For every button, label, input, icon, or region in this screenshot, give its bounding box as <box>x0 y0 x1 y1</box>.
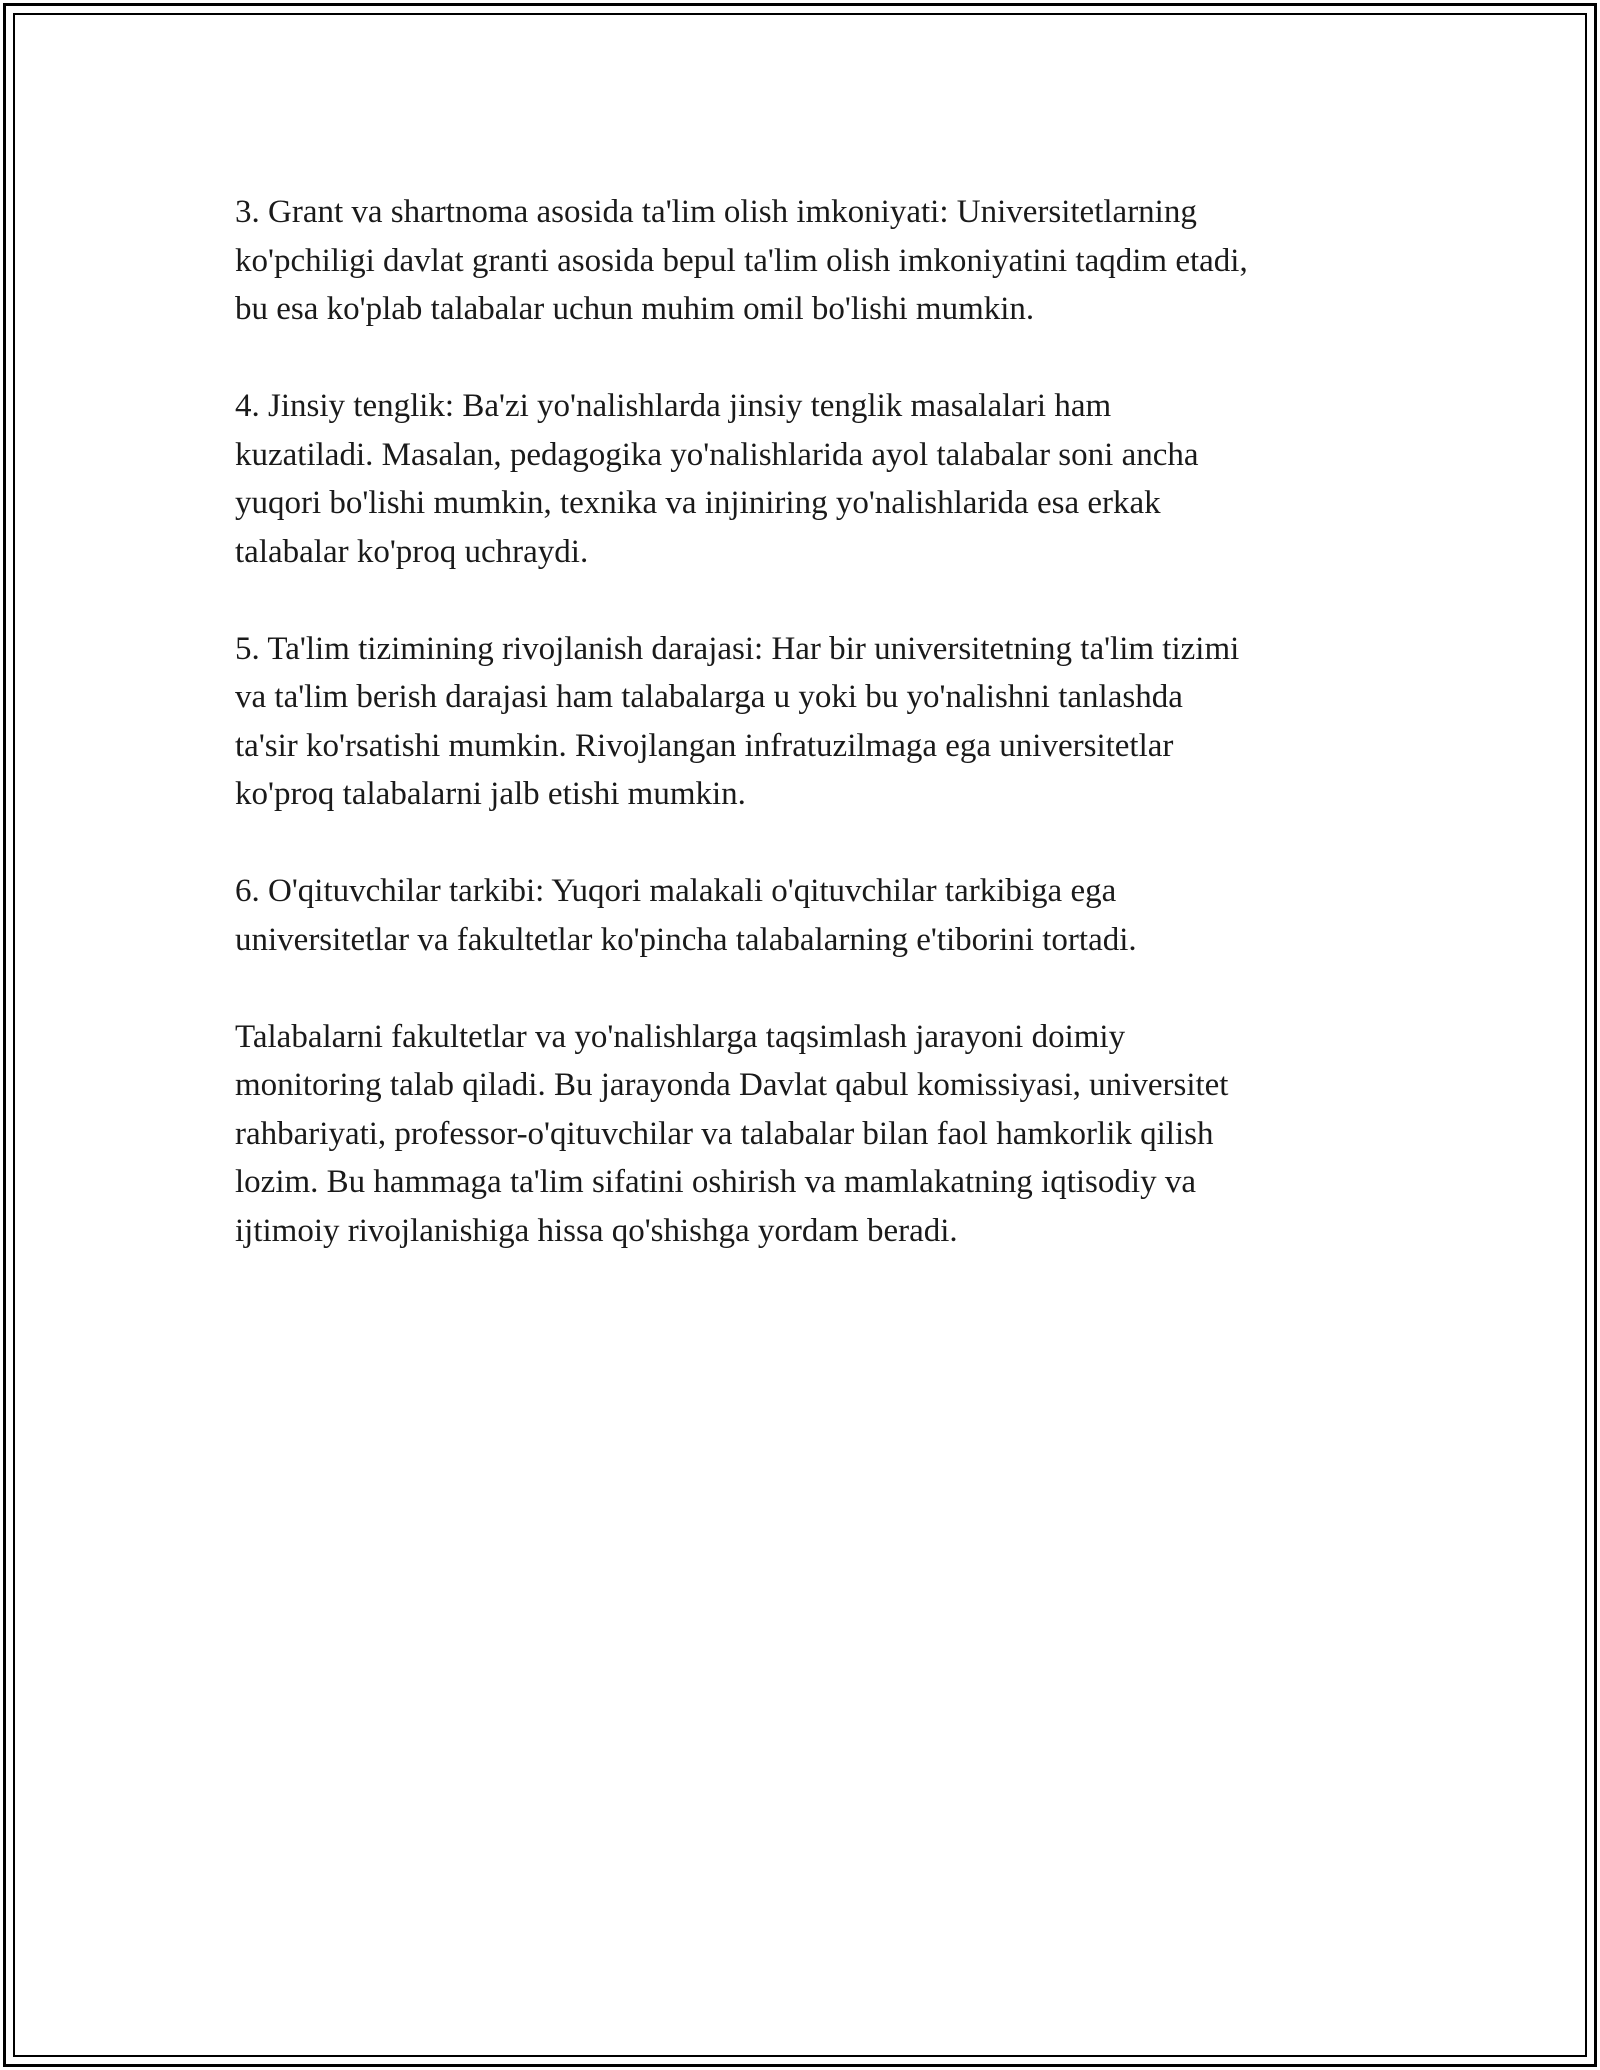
text-line: ijtimoiy rivojlanishiga hissa qo'shishga yordam beradi. <box>235 1212 958 1249</box>
text-line: kuzatiladi. Masalan, pedagogika yo'nalishlarida ayol talabalar soni ancha <box>235 436 1199 473</box>
text-line: bu esa ko'plab talabalar uchun muhim omil bo'lishi mumkin. <box>235 291 1035 327</box>
text-line: monitoring talab qiladi. Bu jarayonda Davlat qabul komissiyasi, universitet <box>235 1067 1229 1103</box>
text-line: 6. O'qituvchilar tarkibi: Yuqori malakali o'qituvchilar tarkibiga ega <box>235 873 1117 909</box>
text-line: ko'pchiligi davlat granti asosida bepul ta'lim olish imkoniyatini taqdim etadi, <box>235 242 1248 279</box>
text-line: va ta'lim berish darajasi ham talabalarga u yoki bu yo'nalishni tanlashda <box>235 679 1183 715</box>
text-line: 5. Ta'lim tizimining rivojlanish darajasi: Har bir universitetning ta'lim tizimi <box>235 630 1240 667</box>
text-line: 3. Grant va shartnoma asosida ta'lim olish imkoniyati: Universitetlarning <box>235 194 1197 230</box>
paragraph-teachers <box>235 867 1385 964</box>
paragraph-gender-equality <box>235 382 1385 576</box>
document-body <box>235 188 1385 1304</box>
paragraph-education-level <box>235 625 1385 819</box>
text-line: Talabalarni fakultetlar va yo'nalishlarga taqsimlash jarayoni doimiy <box>235 1018 1126 1055</box>
text-line: yuqori bo'lishi mumkin, texnika va injiniring yo'nalishlarida esa erkak <box>235 485 1161 521</box>
text-line: talabalar ko'proq uchraydi. <box>235 533 589 570</box>
text-line: 4. Jinsiy tenglik: Ba'zi yo'nalishlarda jinsiy tenglik masalalari ham <box>235 388 1112 424</box>
paragraph-conclusion <box>235 1013 1385 1256</box>
text-line: universitetlar va fakultetlar ko'pincha talabalarning e'tiborini tortadi. <box>235 921 1137 958</box>
text-line: ta'sir ko'rsatishi mumkin. Rivojlangan infratuzilmaga ega universitetlar <box>235 727 1174 764</box>
text-line: rahbariyati, professor-o'qituvchilar va talabalar bilan faol hamkorlik qilish <box>235 1115 1214 1152</box>
paragraph-grant <box>235 188 1385 334</box>
text-line: ko'proq talabalarni jalb etishi mumkin. <box>235 776 746 812</box>
text-line: lozim. Bu hammaga ta'lim sifatini oshirish va mamlakatning iqtisodiy va <box>235 1164 1196 1200</box>
